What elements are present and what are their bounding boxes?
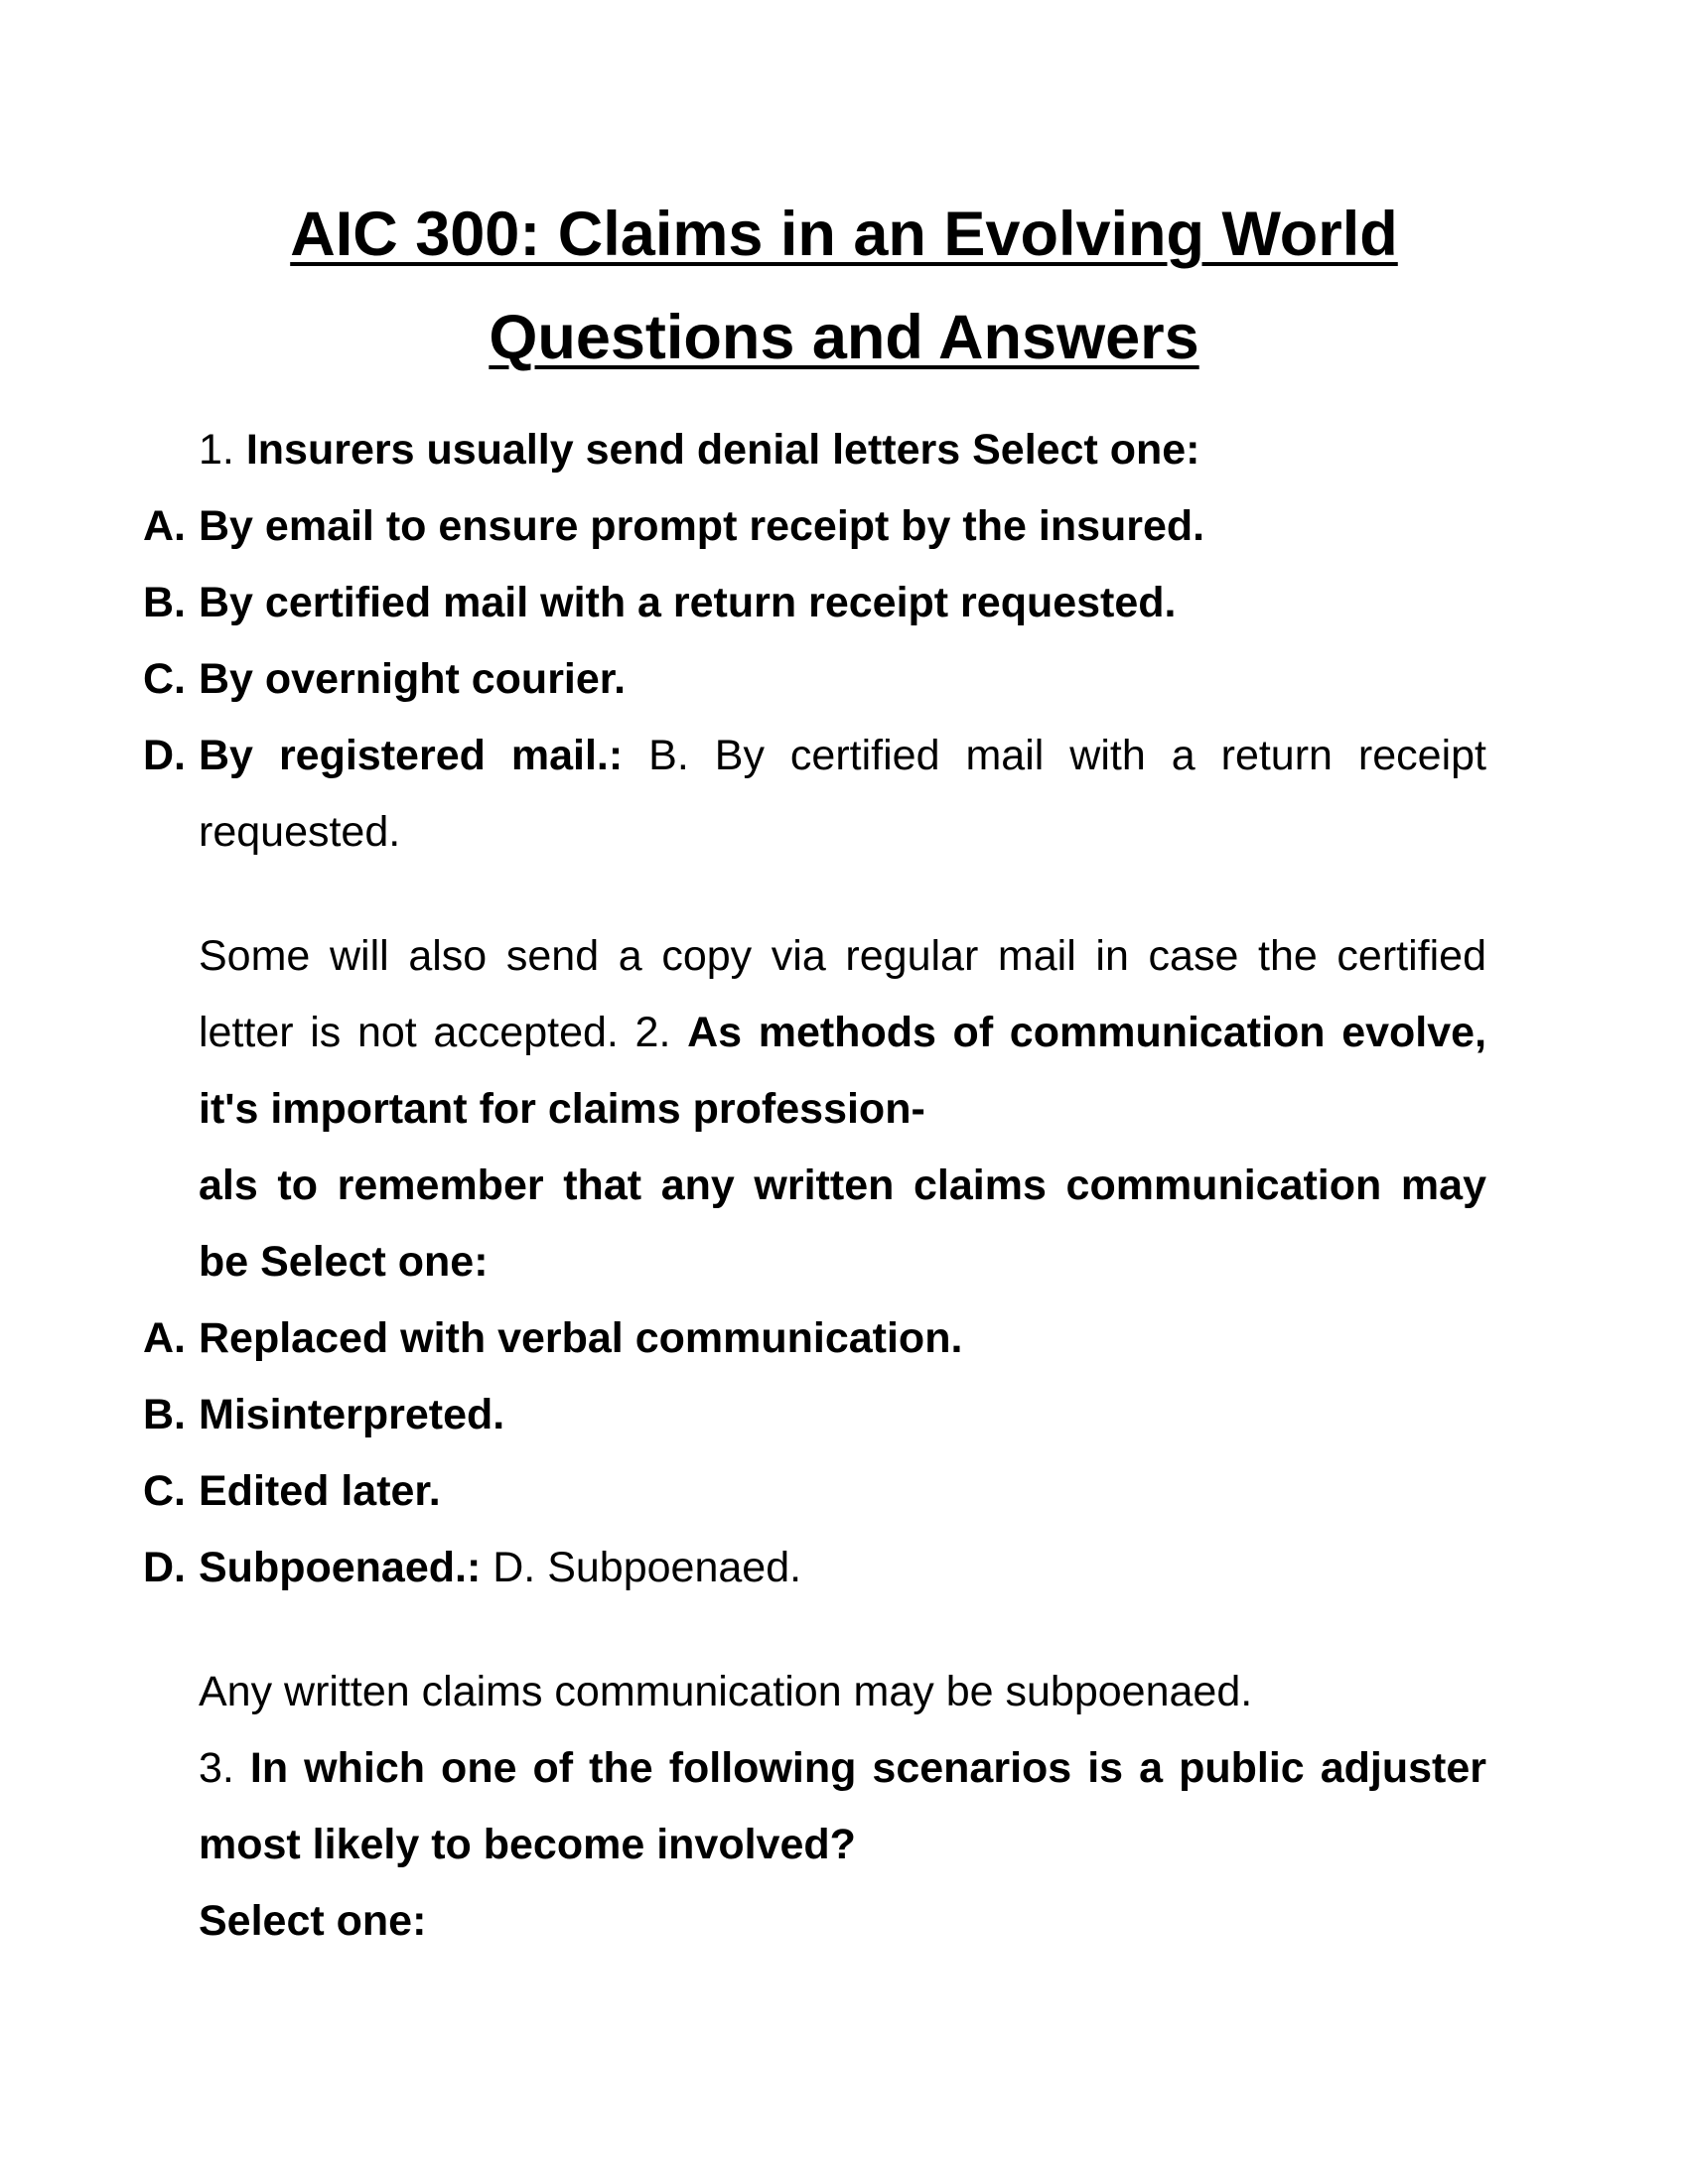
question-1-number: 1. [199, 426, 234, 474]
question-3 [199, 1730, 1486, 1883]
question-1-explanation: Some will also send a copy via regular mail in case the certified letter is not accepted. [199, 932, 1486, 1056]
document-body [143, 412, 1487, 1960]
spacer [199, 871, 1486, 918]
question-2-explanation: Any written claims communication may be subpoenaed. [199, 1668, 1253, 1715]
question-2-text-part1: As methods of communication evolve, it's important for claims profession- [199, 1009, 1487, 1133]
option-letter: A. [143, 1314, 186, 1362]
question-1 [199, 412, 1486, 488]
option-letter: D. [143, 1544, 186, 1591]
document-title: AIC 300: Claims in an Evolving World [290, 200, 1398, 269]
option-text: By certified mail with a return receipt requested. [199, 579, 1177, 626]
question-1-option-c [143, 641, 1486, 718]
option-letter: C. [143, 655, 186, 703]
question-1-option-b [143, 565, 1486, 641]
document-subtitle: Questions and Answers [489, 303, 1199, 372]
question-2-text-part2: als to remember that any written claims communication may be Select one: [199, 1161, 1486, 1286]
option-letter: D. [143, 732, 186, 779]
question-2-option-b [143, 1377, 1486, 1453]
option-letter: B. [143, 1391, 186, 1438]
option-letter: A. [143, 502, 186, 550]
option-text: By overnight courier. [199, 655, 627, 703]
option-text: By email to ensure prompt receipt by the insured. [199, 502, 1205, 550]
option-letter: C. [143, 1467, 186, 1515]
option-letter: B. [143, 579, 186, 626]
question-1-option-a [143, 488, 1486, 565]
spacer [199, 1606, 1486, 1654]
option-text: Subpoenaed.: [199, 1544, 482, 1591]
question-2-option-a [143, 1300, 1486, 1377]
question-2-option-c [143, 1453, 1486, 1530]
question-3-select: Select one: [199, 1897, 427, 1945]
question-2-number: 2. [634, 1009, 671, 1056]
option-text: Misinterpreted. [199, 1391, 505, 1438]
option-text: By registered mail.: [199, 732, 624, 779]
question-3-number: 3. [199, 1744, 234, 1792]
question-1-explanation-and-question-2 [199, 918, 1486, 1148]
question-2-answer: D. Subpoenaed. [492, 1544, 802, 1591]
option-text: Edited later. [199, 1467, 441, 1515]
question-1-answer: B. By certified mail with a return receipt requested. [199, 732, 1486, 856]
option-text: Replaced with verbal communication. [199, 1314, 963, 1362]
question-3-text: In which one of the following scenarios is a public adjuster most likely to become involved? [199, 1744, 1486, 1868]
question-2-option-d [143, 1530, 1486, 1606]
question-1-option-d [143, 718, 1486, 871]
question-1-text: Insurers usually send denial letters Select one: [245, 426, 1200, 474]
